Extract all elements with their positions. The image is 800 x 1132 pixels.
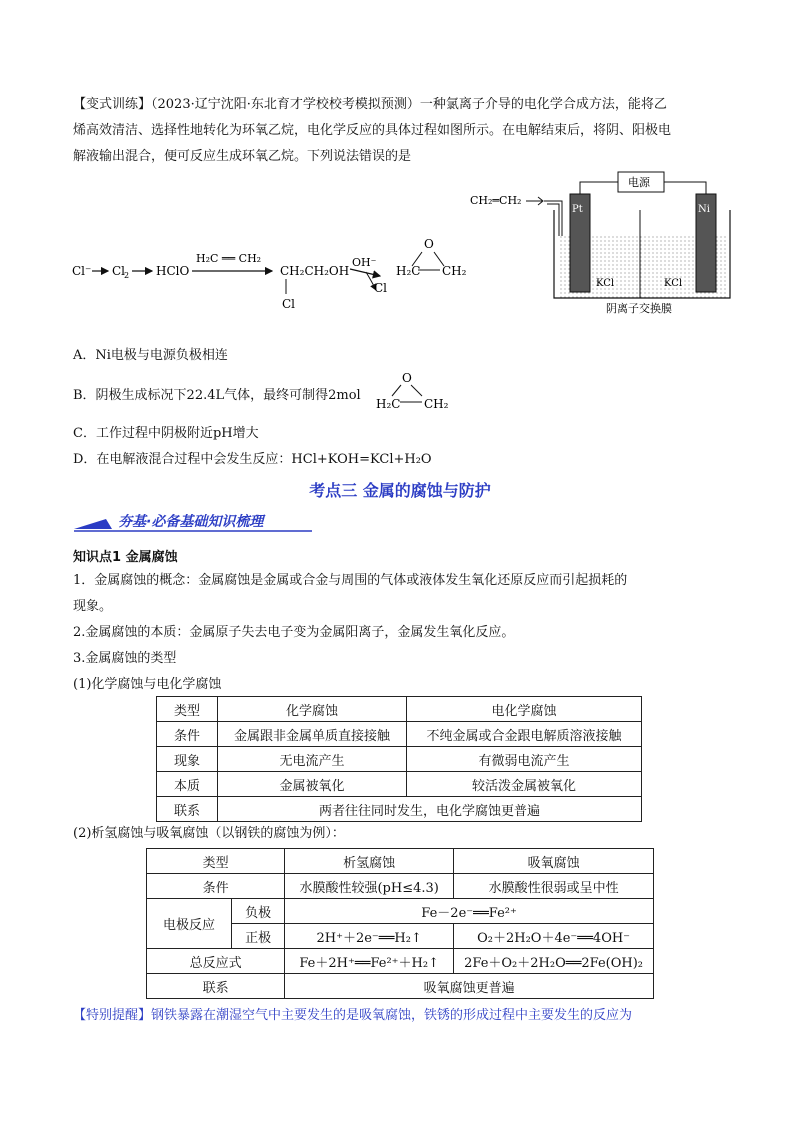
scheme-cl-sub: Cl xyxy=(282,297,296,311)
scheme-chlorohydrin: CH₂CH₂OH xyxy=(280,264,350,278)
table-cell: 无电流产生 xyxy=(218,747,407,772)
intro-line1: （2023·辽宁沈阳·东北育才学校校考模拟预测）一种氯离子介导的电化学合成方法，能将乙 xyxy=(151,97,667,112)
table-cell: 吸氧腐蚀 xyxy=(454,849,654,874)
option-d: D．在电解液混合过程中会发生反应：HCl+KOH=KCl+H₂O xyxy=(73,452,432,467)
table-cell: 现象 xyxy=(157,747,218,772)
para-1a: 1．金属腐蚀的概念：金属腐蚀是金属或合金与周围的气体或液体发生氧化还原反应而引起损耗的 xyxy=(73,573,628,588)
ni-label: Ni xyxy=(698,204,710,215)
scheme-epoxide-right: CH₂ xyxy=(442,264,467,278)
option-c: C．工作过程中阴极附近pH增大 xyxy=(73,426,259,441)
banner-shape xyxy=(74,519,112,529)
table-row xyxy=(157,697,642,722)
scheme-epoxide-left: H₂C xyxy=(396,264,421,278)
table-cell: 2H⁺＋2e⁻══H₂↑ xyxy=(285,924,454,949)
table-cell: 电极反应 xyxy=(147,899,232,949)
table-cell: 联系 xyxy=(157,797,218,822)
gas-tube-inner xyxy=(547,204,559,284)
table-cell: 条件 xyxy=(147,874,285,899)
table-row xyxy=(147,874,654,899)
para-2: 2.金属腐蚀的本质：金属原子失去电子变为金属阳离子，金属发生氧化反应。 xyxy=(73,625,515,640)
scheme-oh: OH⁻ xyxy=(352,256,377,269)
corrosion-type-table xyxy=(156,696,642,822)
table-cell: 化学腐蚀 xyxy=(218,697,407,722)
option-b-o: O xyxy=(402,371,412,385)
table-row xyxy=(157,797,642,822)
table-cell: 2Fe＋O₂＋2H₂O══2Fe(OH)₂ xyxy=(454,949,654,974)
table-row xyxy=(147,949,654,974)
table-cell: 有微弱电流产生 xyxy=(407,747,642,772)
scheme-epoxide-o: O xyxy=(424,237,434,251)
table-cell: 析氢腐蚀 xyxy=(285,849,454,874)
option-b-text: B．阴极生成标况下22.4L气体，最终可制得2mol xyxy=(73,388,361,403)
table-row xyxy=(147,849,654,874)
banner-text: 夯基·必备基础知识梳理 xyxy=(118,514,264,530)
scheme-hclo: HClO xyxy=(156,264,190,278)
electrolysis-apparatus xyxy=(468,164,738,314)
table-row xyxy=(157,772,642,797)
table-cell: 金属被氧化 xyxy=(218,772,407,797)
option-b-epoxide xyxy=(376,368,466,414)
scheme-arrow-4 xyxy=(350,269,380,276)
option-b-bond-left xyxy=(392,385,401,396)
table-row xyxy=(147,899,654,924)
kcl-right-label: KCl xyxy=(664,278,683,289)
wire-right xyxy=(664,182,706,194)
scheme-cl-minus: Cl⁻ xyxy=(72,264,92,278)
section-title: 考点三 金属的腐蚀与防护 xyxy=(309,481,491,500)
gas-inlet-label: CH₂═CH₂ xyxy=(470,194,522,207)
table-cell: 不纯金属或合金跟电解质溶液接触 xyxy=(407,722,642,747)
intro-line3: 解液输出混合，便可反应生成环氧乙烷。下列说法错误的是 xyxy=(73,149,412,164)
table-cell: Fe＋2H⁺══Fe²⁺＋H₂↑ xyxy=(285,949,454,974)
intro-line2: 烯高效清洁、选择性地转化为环氧乙烷，电化学反应的具体过程如图所示。在电解结束后，将阴、阳极电 xyxy=(73,123,672,138)
table-cell: 类型 xyxy=(157,697,218,722)
option-b-bond-right xyxy=(411,385,422,396)
table-row xyxy=(157,747,642,772)
table-cell: 水膜酸性较强(pH≤4.3) xyxy=(285,874,454,899)
scheme-cl-out: Cl xyxy=(374,281,388,295)
para-1b: 现象。 xyxy=(73,599,113,614)
table-cell: 电化学腐蚀 xyxy=(407,697,642,722)
pt-label: Pt xyxy=(572,204,583,215)
para-4: (1)化学腐蚀与电化学腐蚀 xyxy=(73,677,222,692)
hydrogen-oxygen-table xyxy=(146,848,654,999)
table-cell: 负极 xyxy=(232,899,285,924)
membrane-label: 阴离子交换膜 xyxy=(606,302,672,314)
table-cell: Fe－2e⁻══Fe²⁺ xyxy=(285,899,654,924)
table-cell: O₂＋2H₂O＋4e⁻══4OH⁻ xyxy=(454,924,654,949)
knowledge-point-1: 知识点1 金属腐蚀 xyxy=(73,550,178,565)
table-row xyxy=(147,974,654,999)
table-cell: 两者往往同时发生，电化学腐蚀更普遍 xyxy=(218,797,642,822)
section-paragraphs xyxy=(73,568,733,698)
scheme-cl2: Cl xyxy=(112,264,126,278)
option-a: A．Ni电极与电源负极相连 xyxy=(73,348,228,363)
table-cell: 条件 xyxy=(157,722,218,747)
table-cell: 金属跟非金属单质直接接触 xyxy=(218,722,407,747)
power-label: 电源 xyxy=(628,176,650,189)
intro-tag: 【变式训练】 xyxy=(73,97,152,112)
table-cell: 水膜酸性很弱或呈中性 xyxy=(454,874,654,899)
table-cell: 本质 xyxy=(157,772,218,797)
option-b-right: CH₂ xyxy=(424,397,449,411)
para-5: (2)析氢腐蚀与吸氧腐蚀（以钢铁的腐蚀为例）： xyxy=(73,826,345,841)
scheme-cl2-sub: 2 xyxy=(124,271,130,280)
intro-paragraph xyxy=(73,92,733,170)
scheme-ethylene-label: H₂C ══ CH₂ xyxy=(196,252,262,265)
table-cell: 较活泼金属被氧化 xyxy=(407,772,642,797)
table-cell: 总反应式 xyxy=(147,949,285,974)
special-note: 【特别提醒】钢铁暴露在潮湿空气中主要发生的是吸氧腐蚀，铁锈的形成过程中主要发生的反应为 xyxy=(73,1008,633,1023)
table-cell: 吸氧腐蚀更普遍 xyxy=(285,974,654,999)
option-b xyxy=(73,384,361,403)
table-cell: 类型 xyxy=(147,849,285,874)
reaction-scheme xyxy=(66,232,486,312)
option-b-left: H₂C xyxy=(376,397,401,411)
wire-left xyxy=(580,182,618,194)
table-cell: 正极 xyxy=(232,924,285,949)
kcl-left-label: KCl xyxy=(596,278,615,289)
table-cell: 联系 xyxy=(147,974,285,999)
table-row xyxy=(157,722,642,747)
para-3: 3.金属腐蚀的类型 xyxy=(73,651,177,666)
